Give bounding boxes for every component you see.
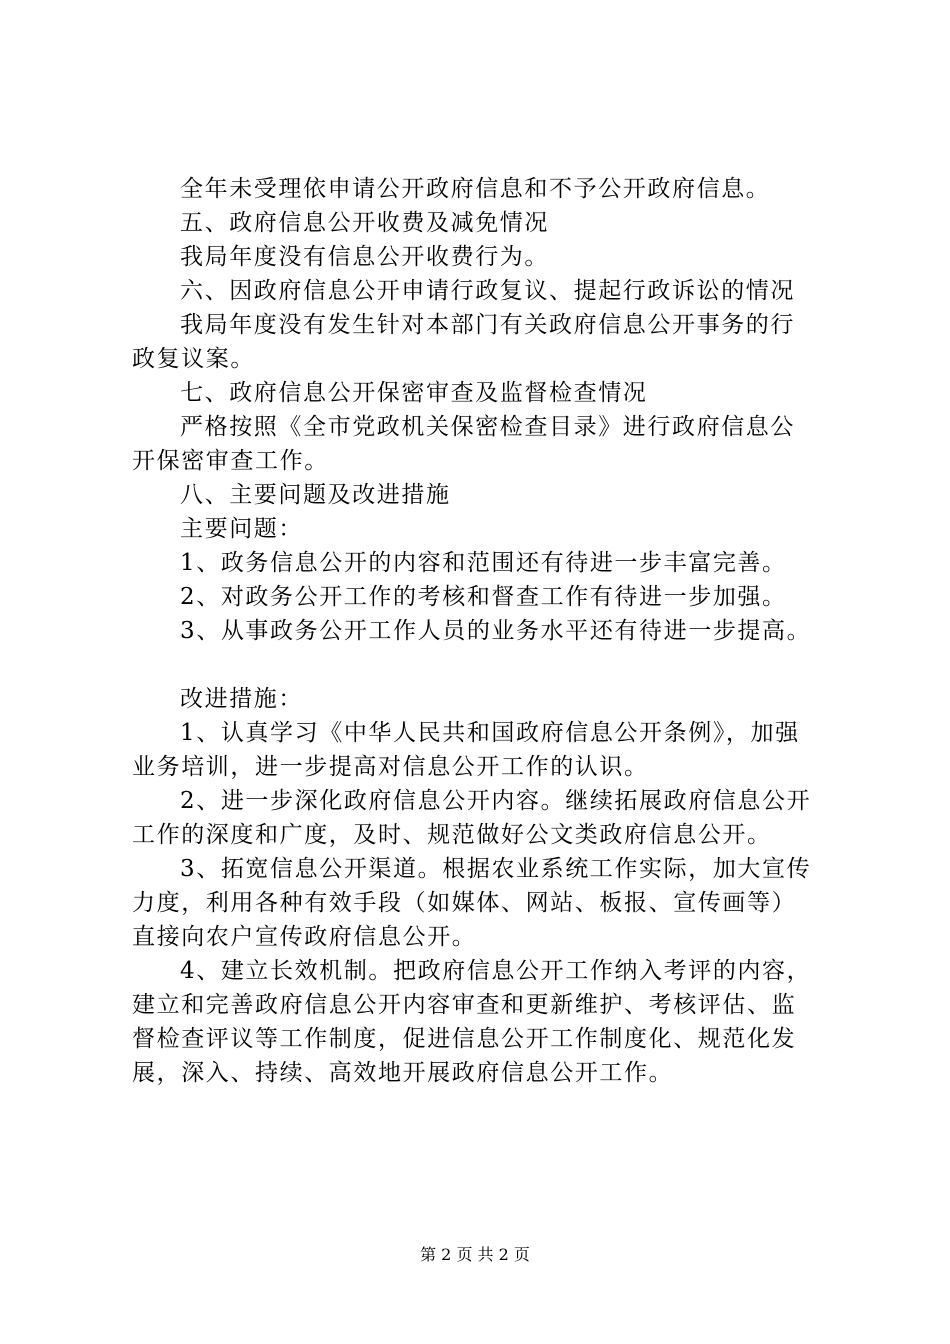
paragraph-line: 我局年度没有发生针对本部门有关政府信息公开事务的行 bbox=[180, 312, 795, 338]
paragraph-line: 政复议案。 bbox=[132, 346, 255, 372]
paragraph-line: 全年未受理依申请公开政府信息和不予公开政府信息。 bbox=[180, 176, 771, 202]
list-item: 3、拓宽信息公开渠道。根据农业系统工作实际，加大宣传 bbox=[180, 856, 812, 882]
section-heading-7: 七、政府信息公开保密审查及监督检查情况 bbox=[180, 380, 648, 406]
list-item: 3、从事政务公开工作人员的业务水平还有待进一步提高。 bbox=[180, 618, 812, 644]
list-item: 2、对政务公开工作的考核和督查工作有待进一步加强。 bbox=[180, 584, 787, 610]
paragraph-line: 力度，利用各种有效手段（如媒体、网站、板报、宣传画等） bbox=[132, 890, 797, 916]
subheading-improvements: 改进措施： bbox=[180, 686, 303, 712]
paragraph-line: 建立和完善政府信息公开内容审查和更新维护、考核评估、监 bbox=[132, 992, 797, 1018]
list-item: 1、政务信息公开的内容和范围还有待进一步丰富完善。 bbox=[180, 550, 787, 576]
list-item: 4、建立长效机制。把政府信息公开工作纳入考评的内容， bbox=[180, 958, 812, 984]
paragraph-line: 开保密审查工作。 bbox=[132, 448, 329, 474]
paragraph-line: 业务培训，进一步提高对信息公开工作的认识。 bbox=[132, 754, 649, 780]
blank-line bbox=[132, 648, 832, 682]
list-item: 1、认真学习《中华人民共和国政府信息公开条例》，加强 bbox=[180, 720, 800, 746]
paragraph-line: 展，深入、持续、高效地开展政府信息公开工作。 bbox=[132, 1060, 674, 1086]
paragraph-line: 严格按照《全市党政机关保密检查目录》进行政府信息公 bbox=[180, 414, 795, 440]
document-body bbox=[132, 172, 832, 1090]
paragraph-line: 直接向农户宣传政府信息公开。 bbox=[132, 924, 477, 950]
section-heading-5: 五、政府信息公开收费及减免情况 bbox=[180, 210, 549, 236]
page-number-footer: 第 2 页 共 2 页 bbox=[420, 1245, 530, 1264]
paragraph-line: 我局年度没有信息公开收费行为。 bbox=[180, 244, 549, 270]
paragraph-line: 督检查评议等工作制度，促进信息公开工作制度化、规范化发 bbox=[132, 1026, 797, 1052]
paragraph-line: 工作的深度和广度，及时、规范做好公文类政府信息公开。 bbox=[132, 822, 772, 848]
subheading-main-problems: 主要问题： bbox=[180, 516, 303, 542]
section-heading-6: 六、因政府信息公开申请行政复议、提起行政诉讼的情况 bbox=[180, 278, 795, 304]
list-item: 2、进一步深化政府信息公开内容。继续拓展政府信息公开 bbox=[180, 788, 812, 814]
section-heading-8: 八、主要问题及改进措施 bbox=[180, 482, 451, 508]
